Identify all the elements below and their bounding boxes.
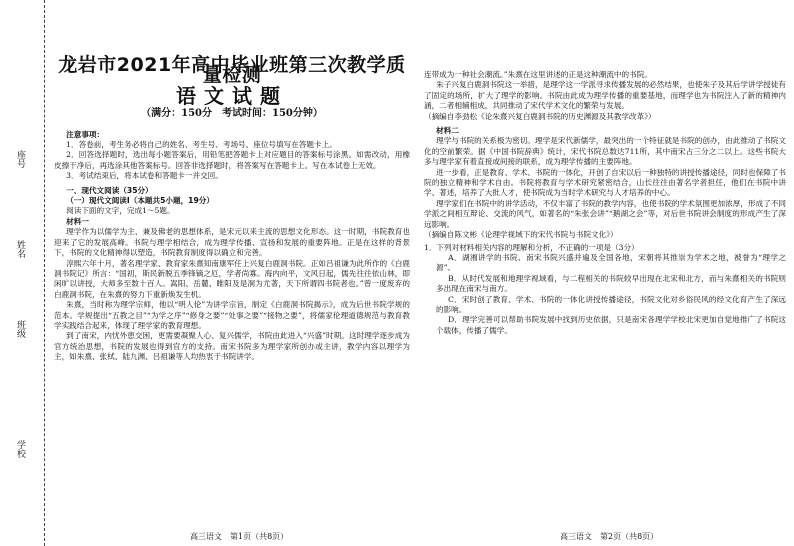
option-c: C．宋时创了教育、学术、书院的一体化讲授传播途径，书院文化对乡俗民风的经文化育产生了深远的影响。 <box>436 294 786 314</box>
paragraph: 到了南宋，内忧外患交困，更需要凝聚人心、复兴儒学，书院由此进入“兴盛”时期。这时理学逐步成为官方统治思想，书院的发展也得到官方的支持。南宋书院多为理学家所创办或主讲，教学内容以理学为主，如朱熹、张栻、陆九渊、吕祖谦等人均热衷于书院讲学。 <box>54 331 410 362</box>
notice-heading: 注意事项： <box>66 129 105 139</box>
page-right <box>424 0 786 546</box>
paragraph: 朱子兴复白鹿洞书院这一举措，是理学这一学派寻求传播发展的必然结果，也使朱子及其后学讲学授徒有了固定的场所，扩大了理学的影响。书院由此成为理学传播的重要基地，而理学也为书院注入了新的精神内涵，二者相辅相成，共同推动了宋代学术文化的繁荣与发展。 <box>424 80 786 111</box>
instruction: 阅读下面的文字，完成1～5题。 <box>66 206 175 216</box>
class-label: 班级 <box>15 320 25 338</box>
paragraph: 淳熙六年十月，著名理学家、教育家朱熹知南康军任上兴复白鹿洞书院。正如吕祖谦为此所作的《白鹿洞书院记》所言：“国初，斯民新脱五季锋镝之厄，学者尚寡。海内向平，文风日起，儒先往往依山林，即闲旷以讲授，大师多至数十百人。嵩阳、岳麓、睢阳及是洞为尤著，天下所谓四书院者也。”曾一度废弃的白鹿洞书院，在朱熹的努力下重新焕发生机。 <box>54 258 410 299</box>
paragraph: 理学家们在书院中的讲学活动，不仅丰富了书院的教学内容，也使书院的学术氛围更加浓厚，形成了不同学派之间相互辩论、交流的风气，如著名的“朱张会讲”“鹅湖之会”等，对后世书院讲会制度的形成产生了深远影响。 <box>424 198 786 229</box>
page-footer-left: 高三语文 第1页（共8页） <box>190 532 289 541</box>
page-footer-right: 高三语文 第2页（共8页） <box>560 532 659 541</box>
notice-item: 3．考试结束后，将本试卷和答题卡一并交回。 <box>66 171 223 181</box>
paragraph: 朱熹，当时称为理学宗师，他以“明人伦”为讲学宗旨，制定《白鹿洞书院揭示》，成为后世书院学规的范本。学规提出“五教之目”“为学之序”“修身之要”“处事之要”“接物之要”，将儒家伦理道德规范与教育教学实践结合起来，体现了理学家的教育理想。 <box>54 300 410 330</box>
seat-number-label: 座号 <box>15 150 25 168</box>
paragraph: 理学作为以儒学为主、兼及佛老的思想体系，是宋元以来主流的思想文化形态。这一时期，书院教育也迎来了它的发展高峰。书院与理学相结合，成为理学传播、宣扬和发展的重要阵地。正是在这样的背景下，书院的文化精神得以塑造，书院教育制度得以确立和完善。 <box>54 227 410 258</box>
material-label: 材料一 <box>66 216 89 226</box>
notice-item: 2．回答选择题时，选出每小题答案后，用铅笔把答题卡上对应题目的答案标号涂黑。如需改动，用橡皮擦干净后，再选涂其他答案标号。回答非选择题时，将答案写在答题卡上。写在本试卷上无效。 <box>54 150 410 170</box>
option-b: B．从时代发展和地理学视域看，与二程相关的书院较早出现在北宋和北方，而与朱熹相关的书院则多出现在南宋与南方。 <box>436 273 786 294</box>
notice-item: 1．答卷前，考生务必将自己的姓名、考生号、考场号、座位号填写在答题卡上。 <box>66 140 337 150</box>
source-citation: （摘编自陈文彬《论理学视域下的宋代书院与书院文化》） <box>424 230 618 240</box>
name-label: 姓名 <box>15 240 25 258</box>
subsection-heading: （一）现代文阅读Ⅰ（本题共5小题，19分） <box>66 196 214 206</box>
subject-title: 语文试题 <box>176 83 288 108</box>
school-label: 学校 <box>15 440 25 458</box>
exam-meta: （满分：150分 考试时间：150分钟） <box>141 108 323 120</box>
material-label: 材料二 <box>436 126 459 136</box>
paragraph: 连带成为一种社会潮流。”朱熹在这里讲述的正是这种潮流中的书院。 <box>424 70 652 79</box>
source-citation: （摘编自李劲松《论朱熹兴复白鹿洞书院的历史渊源及其教学改革》） <box>424 111 656 121</box>
exam-title: 龙岩市2021年高中毕业班第三次教学质量检测 <box>58 54 406 87</box>
option-d: D．理学完善可以帮助书院发展中找到历史依据，只是南宋各理学学校北宋更加自觉地推广了书院这个载体，传播了儒学。 <box>436 315 786 335</box>
paragraph: 进一步看，正是教育、学术、书院的一体化，开创了自宋以后一种独特的讲授传播途径，同时也保障了书院的独立精神和学术自由。书院将教育与学术研究紧密结合，山长往往由著名学者担任，他们在书院中讲学、著述，培养了大批人才，使书院成为当时学术研究与人才培养的中心。 <box>424 167 786 198</box>
page-left <box>54 0 410 546</box>
paragraph: 理学与书院的关系极为密切。理学是宋代新儒学，最突出的一个特征就是书院的创办，由此推动了书院文化的空前繁荣。据《中国书院辞典》统计，宋代书院总数达711所，其中南宋占三分之二以上。这些书院大多与理学家有着直接或间接的联系，成为理学传播的主要阵地。 <box>424 136 786 167</box>
option-a: A．湖湘讲学的书院、南宋书院兴盛并遍及全国各地，宋朝将其推崇为学术之地，被誉为“理学之源”。 <box>436 252 786 273</box>
question-stem: 1．下列对材料相关内容的理解和分析，不正确的一项是（3分） <box>424 242 639 252</box>
binding-margin <box>0 0 45 546</box>
section-heading: 一、现代文阅读（35分） <box>66 185 153 195</box>
